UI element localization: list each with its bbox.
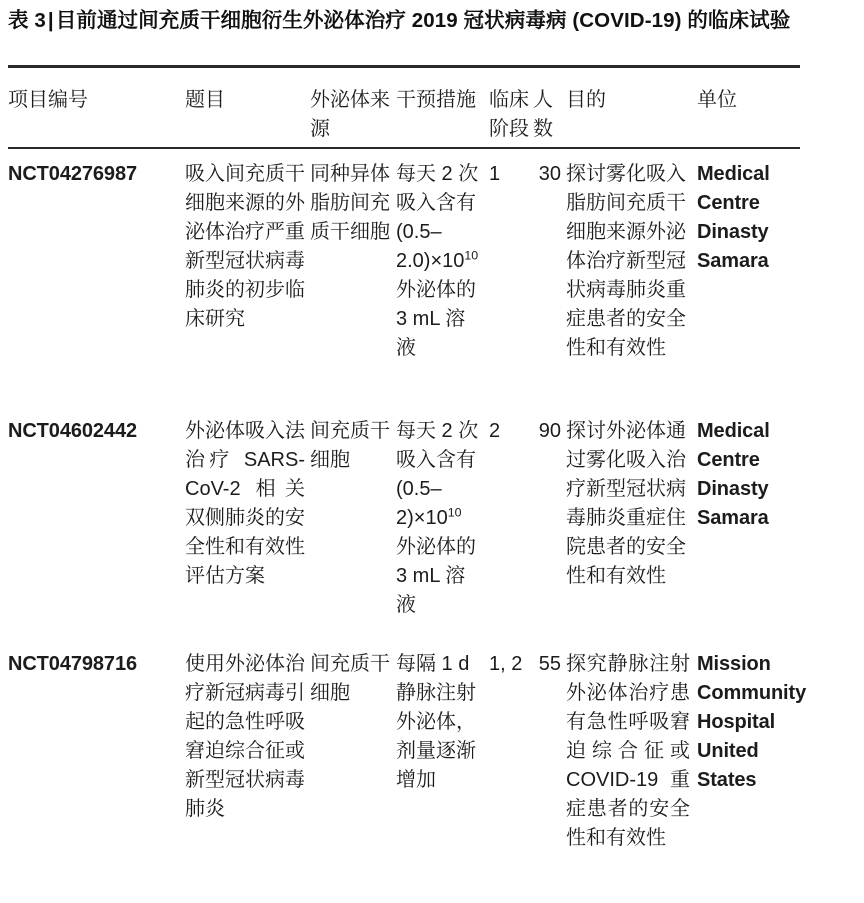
column-header-intervention: 干预措施 <box>396 89 476 111</box>
column-header-title: 题目 <box>185 89 225 111</box>
cell-trial-id: NCT04276987 <box>8 163 137 185</box>
cell-phase: 2 <box>489 420 501 442</box>
cell-intervention <box>396 417 484 620</box>
table-body <box>0 160 864 898</box>
caption-separator: | <box>47 9 54 32</box>
cell-unit: Medical Centre Dinasty Samara <box>697 420 776 529</box>
cell-source: 间充质干细胞 <box>310 420 390 471</box>
table-top-rule <box>8 65 800 68</box>
table-header-row <box>0 86 864 146</box>
cell-trial-id: NCT04602442 <box>8 420 137 442</box>
cell-count: 90 <box>538 420 561 442</box>
cell-purpose: 探讨雾化吸入脂肪间充质干细胞来源外泌体治疗新型冠状病毒肺炎重症患者的安全性和有效性 <box>566 163 686 359</box>
cell-source: 同种异体脂肪间充质干细胞 <box>310 163 390 243</box>
intervention-exponent: 10 <box>464 248 479 263</box>
column-header-id: 项目编号 <box>8 89 88 111</box>
intervention-prefix: 每天 2 次吸入含有 (0.5–2.0)×10 <box>396 163 482 272</box>
cell-intervention <box>396 160 484 363</box>
cell-purpose: 探究静脉注射外泌体治疗患有急性呼吸窘迫综合征或 COVID-19 重症患者的安全性和有效性 <box>566 653 696 849</box>
cell-title: 外泌体吸入法治疗 SARS-CoV-2 相关双侧肺炎的安全性和有效性评估方案 <box>185 420 305 587</box>
column-header-purpose: 目的 <box>566 89 606 111</box>
caption-text: 目前通过间充质干细胞衍生外泌体治疗 2019 冠状病毒病 (COVID-19) 的临床试验 <box>55 9 791 32</box>
cell-trial-id: NCT04798716 <box>8 653 137 675</box>
column-header-count: 人数 <box>533 89 553 140</box>
cell-unit: Mission Community Hospital United States <box>697 653 812 791</box>
table-caption <box>8 6 808 35</box>
intervention-suffix: 外泌体的 3 mL 溶液 <box>396 250 484 359</box>
cell-unit: Medical Centre Dinasty Samara <box>697 163 776 272</box>
cell-title: 吸入间充质干细胞来源的外泌体治疗严重新型冠状病毒肺炎的初步临床研究 <box>185 163 305 330</box>
intervention-exponent: 10 <box>447 505 462 520</box>
cell-phase: 1 <box>489 163 501 185</box>
table-row <box>0 160 864 417</box>
cell-title: 使用外泌体治疗新冠病毒引起的急性呼吸窘迫综合征或新型冠状病毒肺炎 <box>185 653 305 820</box>
column-header-source: 外泌体来源 <box>310 89 390 140</box>
intervention-prefix: 每天 2 次吸入含有 (0.5–2)×10 <box>396 420 482 529</box>
cell-count: 55 <box>538 653 561 675</box>
table-header-rule <box>8 147 800 149</box>
cell-phase: 1, 2 <box>489 653 523 675</box>
column-header-unit: 单位 <box>697 89 737 111</box>
cell-count: 30 <box>538 163 561 185</box>
intervention-suffix: 外泌体的 3 mL 溶液 <box>396 507 482 616</box>
cell-source: 间充质干细胞 <box>310 653 390 704</box>
column-header-phase: 临床阶段 <box>489 89 529 140</box>
cell-purpose: 探讨外泌体通过雾化吸入治疗新型冠状病毒肺炎重症住院患者的安全性和有效性 <box>566 420 686 587</box>
cell-intervention: 每隔 1 d 静脉注射外泌体，剂量逐渐增加 <box>396 653 476 791</box>
caption-label: 表 3 <box>8 9 46 32</box>
table-row <box>0 417 864 650</box>
table-row <box>0 650 864 898</box>
